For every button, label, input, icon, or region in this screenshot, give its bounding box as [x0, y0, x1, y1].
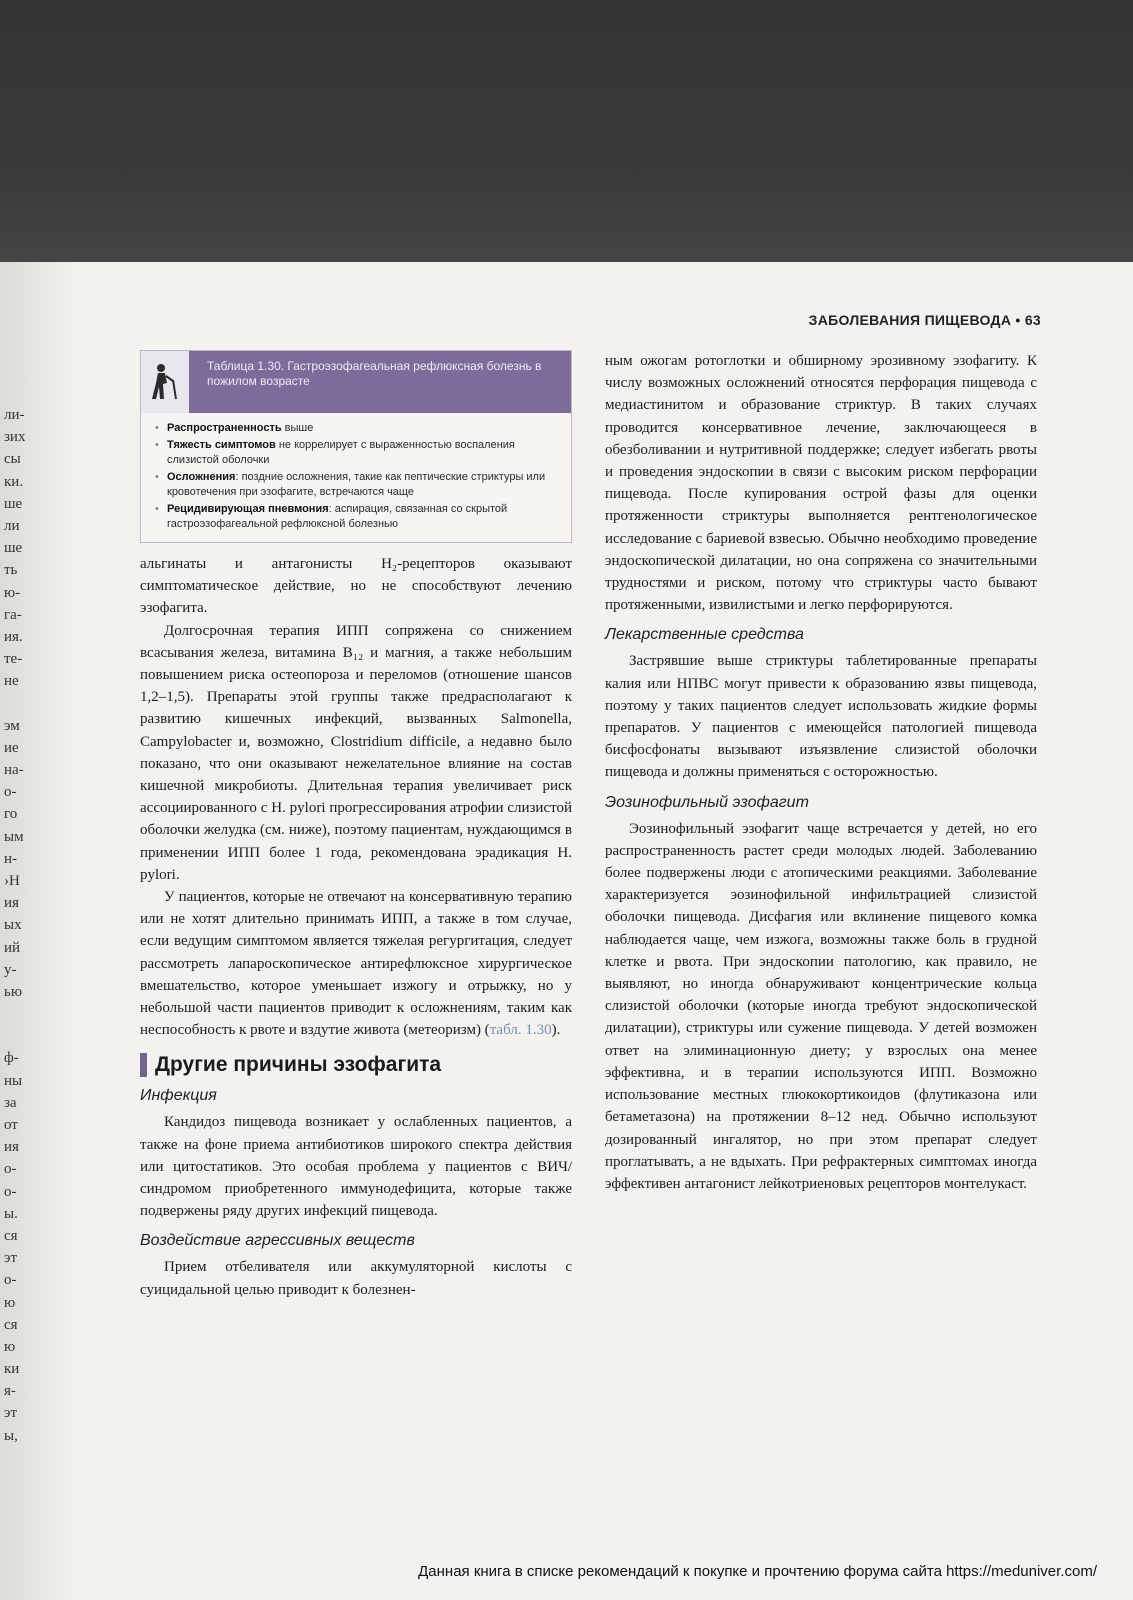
margin-fragment: за: [4, 1094, 17, 1111]
margin-fragment: эт: [4, 1405, 17, 1422]
margin-fragment: ше: [4, 495, 23, 512]
margin-fragment: ий: [4, 939, 21, 956]
margin-fragment: те-: [4, 651, 23, 668]
table-item-term: Распространенность: [167, 422, 282, 434]
paragraph: Застрявшие выше стриктуры таблетированные препараты калия или НПВС могут привести к образованию язвы пищевода, поэтому у таких пациентов следует использовать жидкие формы препаратов. У пациентов с имеющейся патологией пищевода бисфосфонаты вызывают изъязвление слизистой оболочки пищевода и должны применяться с осторожностью.: [605, 653, 1037, 781]
margin-fragment: ия: [4, 895, 19, 912]
paragraph: Долгосрочная терапия ИПП сопряжена со снижением всасывания железа, витамина B₁₂ и магния, а также небольшим повышением риска остеопороза и переломов (отношение шансов 1,2–1,5). Препараты этой группы также предрасполагают к развитию кишечных инфекций, вызванных Salmonella, Campylobacter и, возможно, Clostridium difficile, а недавно было показано, что они оказывают нежелательное влияние на состав кишечной микробиоты. Длительная терапия увеличивает риск ассоциированного с H. pylori прогрессирования атрофии слизистой оболочки желудка (см. ниже), поэтому пациентам, нуждающимся в применении ИПП более 1 года, рекомендована эрадикация H. pylori.: [140, 622, 572, 883]
margin-fragment: ли: [4, 517, 20, 534]
table-item: [155, 421, 561, 436]
paragraph: Прием отбеливателя или аккумуляторной кислоты с суицидальной целью приводит к болезнен-: [140, 1259, 572, 1298]
margin-fragment: сы: [4, 451, 21, 468]
margin-fragment: ся: [4, 1316, 18, 1333]
margin-fragment: на-: [4, 762, 24, 778]
margin-fragment: от: [4, 1117, 18, 1133]
margin-fragment: ф-: [4, 1050, 19, 1067]
subheading: Воздействие агрессивных веществ: [140, 1232, 415, 1250]
right-column: [605, 350, 1037, 1195]
margin-fragment: ия: [4, 1139, 19, 1156]
margin-fragment: зих: [4, 429, 26, 446]
margin-fragment: ью: [4, 983, 23, 1000]
elderly-person-icon: [141, 351, 189, 413]
margin-fragment: о-: [4, 784, 17, 801]
table-item-text: : поздние осложнения, такие как пептические стриктуры или кровотечения при эзофагите, встречаются чаще: [167, 471, 546, 498]
margin-fragment: ых: [4, 917, 22, 934]
left-page-margin-fragments: [4, 404, 46, 1447]
margin-fragment: о-: [4, 1183, 17, 1200]
table-item: [155, 502, 561, 532]
margin-fragment: ся: [4, 1227, 18, 1244]
table-item-text: не коррелирует с выраженностью воспаления слизистой оболочки: [167, 439, 515, 466]
margin-fragment: ли-: [4, 407, 25, 423]
margin-fragment: ы.: [4, 1205, 18, 1222]
section-heading: [140, 1053, 572, 1077]
paragraph-text: У пациентов, которые не отвечают на консервативную терапию или не хотят длительно принимать ИПП, а также в том случае, если ведущим симптомом является тяжелая регургитация, следует рассмотреть лапароскопическое антирефлюксное хирургическое вмешательство, которое уменьшает изжогу и отрыжку, но у небольшой части пациентов приводит к осложнениям, таким как неспособность к рвоте и вздутие живота (метеоризм) (: [140, 889, 572, 1039]
margin-fragment: ым: [4, 828, 24, 845]
table-item-term: Осложнения: [167, 471, 236, 483]
margin-fragment: го: [4, 806, 18, 823]
table-item-text: выше: [281, 422, 314, 434]
table-item-term: Рецидивирующая пневмония: [167, 503, 329, 515]
margin-fragment: ю: [4, 1294, 16, 1311]
margin-fragment: ки.: [4, 473, 24, 490]
table-item: [155, 470, 561, 500]
margin-fragment: у-: [4, 961, 17, 978]
table-1-30: [140, 350, 572, 543]
paragraph: Кандидоз пищевода возникает у ослабленных пациентов, а также на фоне приема антибиотиков широкого спектра действия или цитостатиков. Это особая проблема у пациентов с ВИЧ/синдромом приобретенного иммунодефицита, которые также подвержены ряду других инфекций пищевода.: [140, 1114, 572, 1220]
margin-fragment: ы,: [4, 1427, 18, 1444]
margin-fragment: о-: [4, 1272, 17, 1289]
running-head: ЗАБОЛЕВАНИЯ ПИЩЕВОДА • 63: [808, 312, 1041, 328]
margin-fragment: ия.: [4, 628, 23, 645]
table-items: [141, 413, 571, 542]
margin-fragment: [4, 1025, 46, 1047]
elderly-person-icon-svg: [150, 363, 180, 401]
margin-fragment: эт: [4, 1250, 17, 1267]
table-item-text: : аспирация, связанная со скрытой гастроэзофагеальной рефлюксной болезнью: [167, 503, 508, 530]
margin-fragment: [4, 1003, 46, 1025]
table-title: Таблица 1.30. Гастроэзофагеальная рефлюксная болезнь в пожилом возрасте: [189, 351, 571, 413]
margin-fragment: н-: [4, 850, 18, 867]
table-item: [155, 438, 561, 468]
margin-fragment: ше: [4, 540, 23, 557]
paragraph-text: ).: [551, 1022, 561, 1039]
margin-fragment: ие: [4, 739, 19, 756]
left-column: [140, 350, 572, 1301]
section-marker: [140, 1053, 147, 1077]
margin-fragment: эм: [4, 717, 20, 734]
table-item-term: Тяжесть симптомов: [167, 439, 276, 451]
margin-fragment: ю: [4, 1338, 16, 1355]
paragraph: [140, 886, 572, 1041]
margin-fragment: ›Н: [4, 872, 20, 889]
margin-fragment: не: [4, 673, 19, 690]
table-header: [141, 351, 571, 413]
margin-fragment: ны: [4, 1072, 23, 1089]
paragraph: Эозинофильный эзофагит чаще встречается у детей, но его распространенность растет среди молодых людей. Заболеванию более подвержены люди с атопическими реакциями. Заболевание характеризуется эозинофильной инфильтрацией слизистой оболочки пищевода. Дисфагия или вклинение пищевого комка наблюдается чаще, чем изжога, возможны также боль в грудной клетке и рвота. При эндоскопии патологию, как правило, не выявляют, но иногда обнаруживают концентрические кольца слизистой оболочки (которые иногда требуют эндоскопической дилатации), стриктуры или сужение пищевода. У детей возможен ответ на элиминационную диету; у взрослых она менее эффективна, и в терапии используются ИПП. Возможно использование местных глюкокортикоидов (флутиказона или бетаметазона) на протяжении 8–12 нед. Обычно используют дозированный ингалятор, но при этом препарат следует проглатывать, а не вдыхать. При рефрактерных симптомах иногда эффективен антагонист лейкотриеновых рецепторов монтелукаст.: [605, 820, 1037, 1192]
subheading: Инфекция: [140, 1087, 217, 1105]
footer-note: Данная книга в списке рекомендаций к покупке и прочтению форума сайта https://meduniver.com/: [418, 1563, 1097, 1580]
margin-fragment: [4, 692, 46, 714]
margin-fragment: о-: [4, 1161, 17, 1178]
margin-fragment: ть: [4, 562, 18, 579]
table-reference-link[interactable]: табл. 1.30: [489, 1022, 552, 1039]
subheading: Лекарственные средства: [605, 626, 804, 644]
paragraph: альгинаты и антагонисты H₂-рецепторов оказывают симптоматическое действие, но не способствуют лечению эзофагита.: [140, 556, 572, 617]
subheading: Эозинофильный эзофагит: [605, 793, 809, 811]
scan-dark-band: [0, 0, 1133, 262]
margin-fragment: га-: [4, 606, 22, 623]
paragraph: ным ожогам ротоглотки и обширному эрозивному эзофагиту. К числу возможных осложнений относятся перфорация пищевода с медиастинитом и образование стриктур. В таких случаях проводится консервативное лечение, заключающееся в обезболивании и нутритивной поддержке; следует избегать рвоты и проведения эндоскопии в связи с высоким риском перфорации пищевода. После купирования острой фазы для оценки протяженности стриктуры выполняется рентгенологическое исследование с бариевой взвесью. Обычно необходимо проведение эндоскопической дилатации, но она сопряжена со значительными трудностями и риском, потому что стриктуры часто бывают протяженными, извилистыми и легко перфорируются.: [605, 353, 1037, 614]
margin-fragment: ю-: [4, 584, 21, 601]
section-title: Другие причины эзофагита: [155, 1053, 442, 1077]
margin-fragment: я-: [4, 1383, 16, 1400]
margin-fragment: ки: [4, 1361, 20, 1378]
